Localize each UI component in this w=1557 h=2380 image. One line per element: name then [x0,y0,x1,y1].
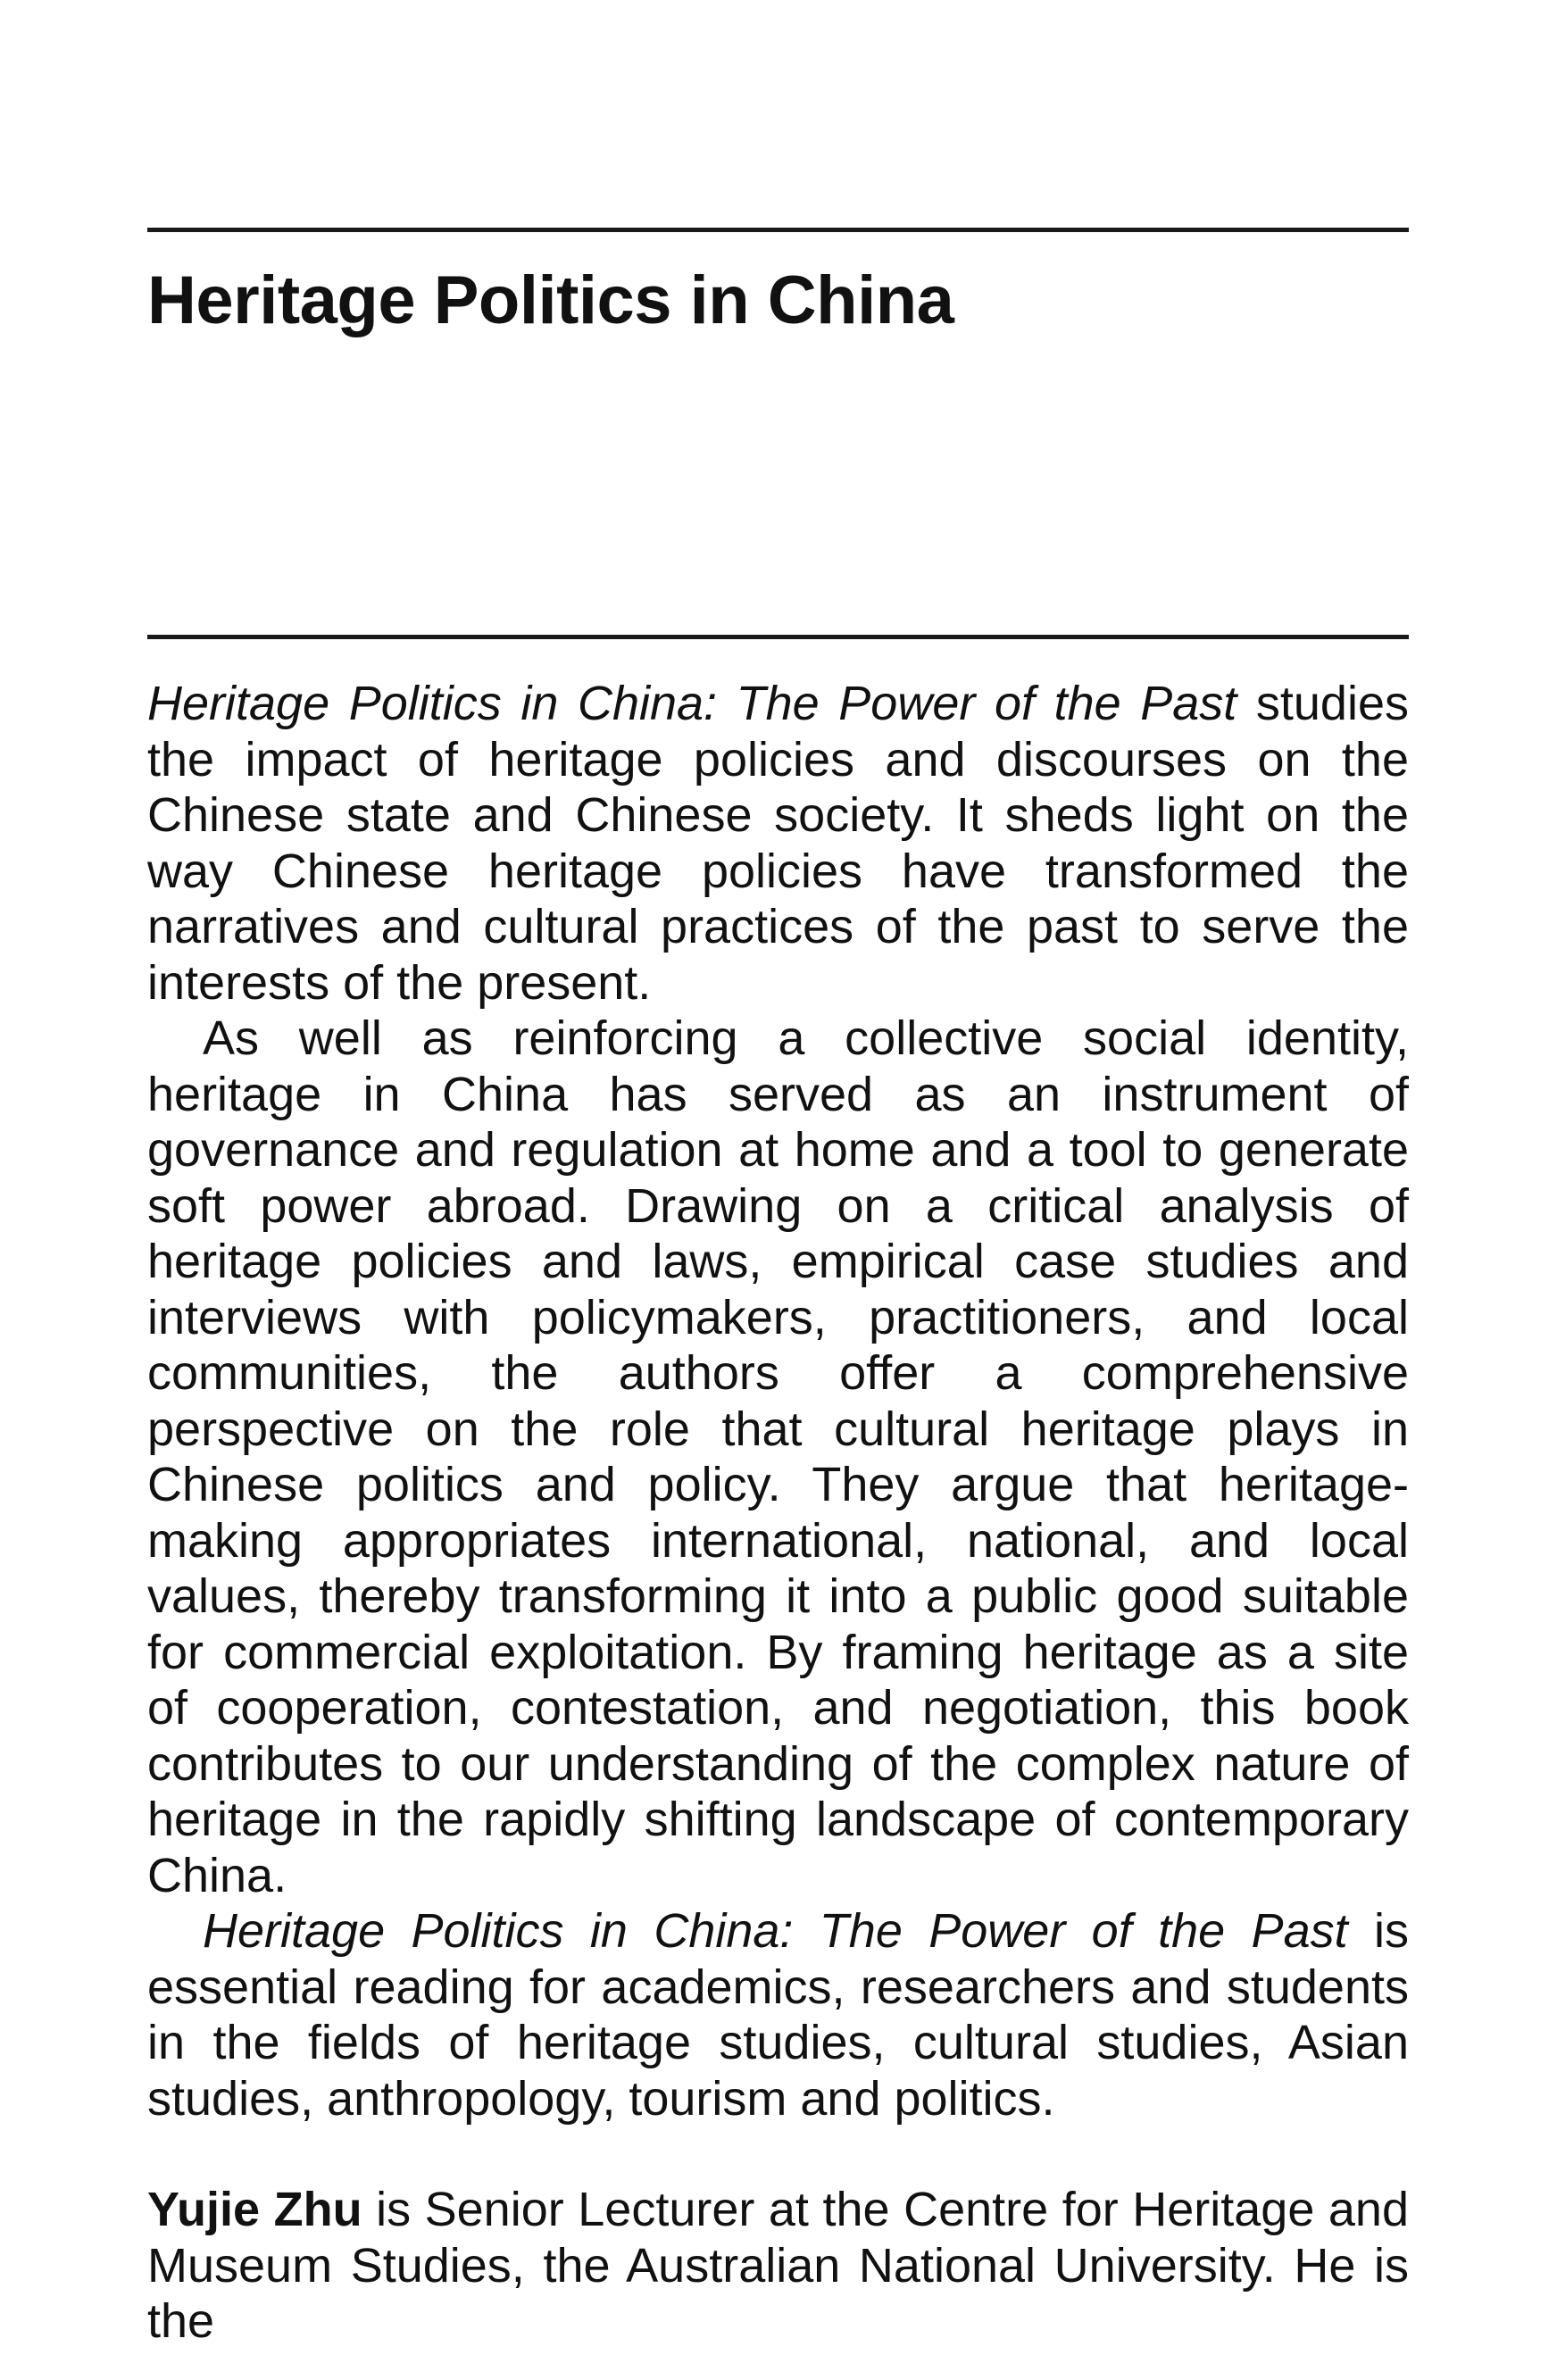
blurb-top-rule [147,635,1409,639]
book-title-italic-1: Heritage Politics in China: The Power of the Past [147,677,1237,730]
blurb-paragraph-3-text: is essential reading for academics, researchers and students in the fields of heritage studies, cultural studies, Asian studies, anthropology, tourism and politics. [147,1904,1409,2126]
title-top-rule [147,228,1409,232]
blurb-paragraph-3 [147,1903,1409,2126]
blurb-text-block [147,676,1409,2350]
author-bio-text: is Senior Lecturer at the Centre for Heritage and Museum Studies, the Australian National University. He is the [147,2183,1409,2348]
blurb-paragraph-1-text: studies the impact of heritage policies and discourses on the Chinese state and Chinese society. It sheds light on the way Chinese heritage policies have transformed the narratives and cultural practices of the past to serve the interests of the present. [147,677,1409,1010]
blurb-paragraph-1 [147,676,1409,1011]
page-title: Heritage Politics in China [147,262,954,338]
author-name: Yujie Zhu [147,2183,362,2236]
blurb-paragraph-2: As well as reinforcing a collective social identity, heritage in China has served as an instrument of governance and regulation at home and a tool to generate soft power abroad. Drawing on a critical analysis of heritage policies and laws, empirical case studies and interviews with policymakers, practitioners, and local communities, the authors offer a comprehensive perspective on the role that cultural heritage plays in Chinese politics and policy. They argue that heritage-making appropriates international, national, and local values, thereby transforming it into a public good suitable for commercial exploitation. By framing heritage as a site of cooperation, contestation, and negotiation, this book contributes to our understanding of the complex nature of heritage in the rapidly shifting landscape of contemporary China. [147,1011,1409,1902]
author-bio-paragraph [147,2182,1409,2350]
book-title-italic-2: Heritage Politics in China: The Power of the Past [203,1904,1348,1958]
